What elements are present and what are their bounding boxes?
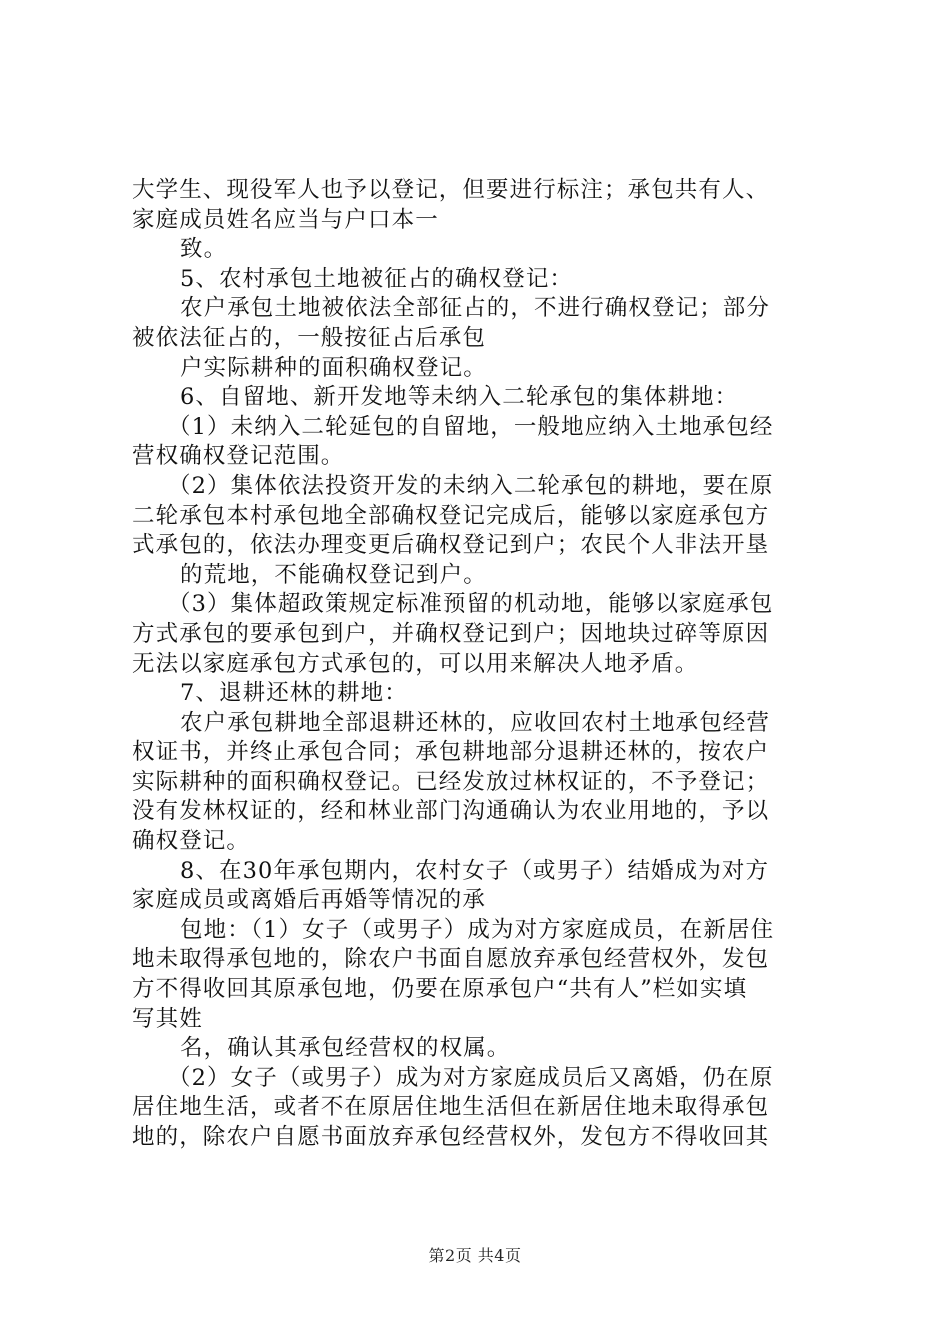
text-line: 地未取得承包地的，除农户书面自愿放弃承包经营权外，发包 <box>132 946 770 973</box>
text-line: 方不得收回其原承包地，仍要在原承包户“共有人”栏如实填 <box>132 976 748 1003</box>
text-line: 营权确权登记范围。 <box>132 443 345 470</box>
text-line: 实际耕种的面积确权登记。已经发放过林权证的，不予登记； <box>132 768 770 795</box>
page-footer <box>0 1243 950 1266</box>
text-line: 6、自留地、新开发地等未纳入二轮承包的集体耕地： <box>180 384 739 411</box>
text-line: 8、在30年承包期内，农村女子（或男子）结婚成为对方 <box>180 857 770 884</box>
text-line: 大学生、现役军人也予以登记，但要进行标注；承包共有人、 <box>132 177 770 203</box>
text-line: 权证书，并终止承包合同；承包耕地部分退耕还林的，按农户 <box>132 739 770 766</box>
text-line: 确权登记。 <box>132 828 251 855</box>
text-line: 的荒地，不能确权登记到户。 <box>180 561 487 588</box>
text-line: 家庭成员或离婚后再婚等情况的承 <box>132 887 487 914</box>
text-line: 写其姓 <box>132 1005 203 1032</box>
text-line: （3）集体超政策规定标准预留的机动地，能够以家庭承包 <box>168 591 774 618</box>
text-line: 没有发林权证的，经和林业部门沟通确认为农业用地的，予以 <box>132 798 770 825</box>
text-line: 地的，除农户自愿书面放弃承包经营权外，发包方不得收回其 <box>132 1124 770 1150</box>
text-line: 式承包的，依法办理变更后确权登记到户；农民个人非法开垦 <box>132 532 770 559</box>
text-line: 致。 <box>180 236 228 263</box>
text-line: 7、退耕还林的耕地： <box>180 680 408 707</box>
text-line: （2）集体依法投资开发的未纳入二轮承包的耕地，要在原 <box>168 472 774 499</box>
text-line: （2）女子（或男子）成为对方家庭成员后又离婚，仍在原 <box>168 1064 774 1091</box>
text-line: 无法以家庭承包方式承包的，可以用来解决人地矛盾。 <box>132 650 699 677</box>
document-body <box>132 176 832 1153</box>
text-line: 二轮承包本村承包地全部确权登记完成后，能够以家庭承包方 <box>132 502 770 529</box>
text-line: 家庭成员姓名应当与户口本一 <box>132 206 439 233</box>
page-number: 第2页 共4页 <box>428 1246 522 1265</box>
text-line: 农户承包耕地全部退耕还林的，应收回农村土地承包经营 <box>180 709 771 736</box>
text-line: 户实际耕种的面积确权登记。 <box>180 354 487 381</box>
text-line: 名，确认其承包经营权的权属。 <box>180 1035 511 1062</box>
text-line: 居住地生活，或者不在原居住地生活但在新居住地未取得承包 <box>132 1094 770 1121</box>
text-line: 方式承包的要承包到户，并确权登记到户；因地块过碎等原因 <box>132 620 770 647</box>
text-line: （1）未纳入二轮延包的自留地，一般地应纳入土地承包经 <box>168 413 774 440</box>
text-line: 被依法征占的，一般按征占后承包 <box>132 324 487 351</box>
text-line: 5、农村承包土地被征占的确权登记： <box>180 265 574 292</box>
text-line: 农户承包土地被依法全部征占的，不进行确权登记；部分 <box>180 295 771 322</box>
text-line: 包地：（1）女子（或男子）成为对方家庭成员，在新居住 <box>180 916 775 943</box>
